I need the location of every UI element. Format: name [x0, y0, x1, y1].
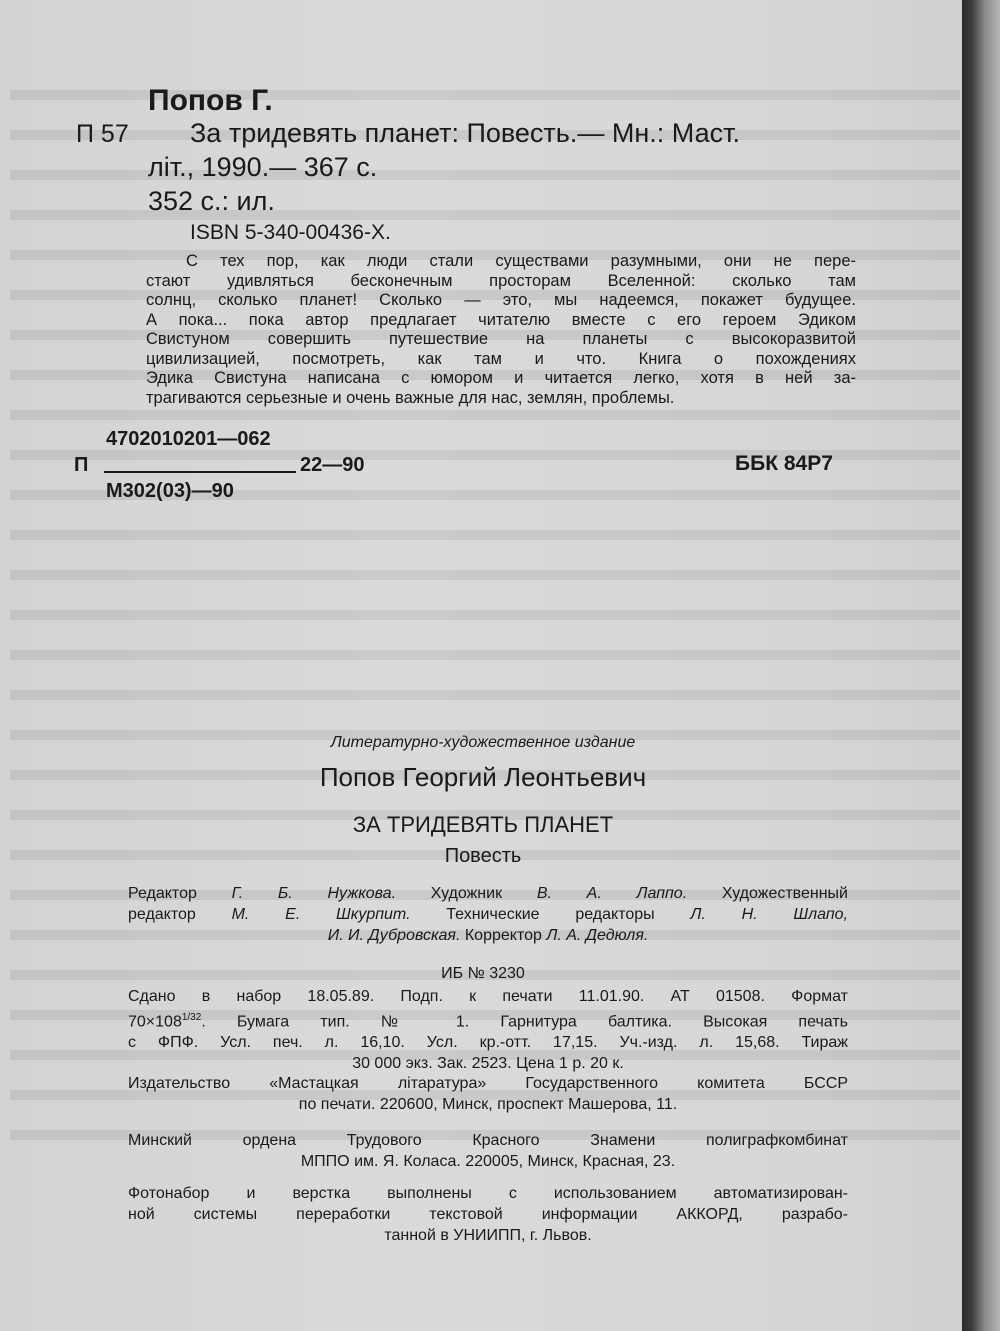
publisher-line: по печати. 220600, Минск, проспект Машерова, 11. — [298, 1096, 678, 1113]
edition-type: Литературно-художественное издание — [330, 734, 636, 751]
artist-name: В. А. Лаппо. — [536, 885, 688, 902]
ib-number: ИБ № 3230 — [441, 965, 525, 982]
printer-line: МППО им. Я. Коласа. 220005, Минск, Красная, 23. — [300, 1153, 676, 1170]
typesetting-line: Фотонабор и верстка выполнены с использованием автоматизирован- — [128, 1185, 848, 1202]
annotation — [146, 252, 856, 408]
credits-line-1 — [128, 883, 848, 904]
author-short: Попов Г. — [148, 84, 273, 117]
title-line-2: літ., 1990.— 367 с. — [148, 152, 378, 182]
author-full-name: Попов Георгий Леонтьевич — [319, 762, 647, 792]
typesetting-note — [128, 1183, 848, 1246]
typesetting-line: танной в УНИИПП, г. Львов. — [384, 1227, 592, 1244]
publisher-line: Издательство «Мастацкая літаратура» Государственного комитета БССР — [128, 1075, 848, 1092]
imprint-line: 30 000 экз. Зак. 2523. Цена 1 р. 20 к. — [352, 1055, 624, 1073]
imprint-line: с ФПФ. Усл. печ. л. 16,10. Усл. кр.-отт. 17,15. Уч.-изд. л. 15,68. Тираж — [128, 1034, 848, 1052]
catalog-code: П 57 — [76, 120, 129, 148]
imprint — [128, 986, 848, 1074]
printer — [128, 1130, 848, 1172]
annotation-line: трагиваются серьезные и очень важные для нас, землян, проблемы. — [146, 388, 675, 407]
genre: Повесть — [444, 845, 522, 867]
annotation-line: солнц, сколько планет! Сколько — это, мы надеемся, покажет будущее. — [146, 291, 856, 309]
credits-label: Редактор — [128, 885, 197, 902]
proofreader-name: Л. А. Дедюля. — [546, 927, 649, 944]
annotation-line: А пока... пока автор предлагает читателю вместе с его героем Эдиком — [146, 310, 856, 329]
book-spine-shadow — [962, 0, 1000, 1331]
printer-line: Минский ордена Трудового Красного Знамени полиграфкомбинат — [128, 1132, 848, 1149]
bbk-code: ББК 84Р7 — [735, 452, 833, 475]
annotation-line: Свистуном совершить путешествие на планеты с высокоразвитой — [146, 330, 856, 348]
annotation-line: стают удивляться бесконечным просторам Вселенной: сколько там — [146, 271, 856, 290]
credits-line-3 — [128, 925, 848, 946]
classification-suffix: 22—90 — [300, 454, 365, 476]
tech-editor-name: И. И. Дубровская. — [327, 927, 461, 944]
book-title: ЗА ТРИДЕВЯТЬ ПЛАНЕТ — [352, 812, 614, 837]
tech-editor-name: Л. Н. Шлапо, — [690, 906, 848, 923]
format-value: 70×108 — [128, 1013, 182, 1031]
title-line-3: 352 с.: ил. — [148, 186, 275, 216]
publisher — [128, 1073, 848, 1115]
annotation-line: цивилизацией, посмотреть, как там и что. Книга о похождениях — [146, 349, 856, 368]
title-line-1: За тридевять планет: Повесть.— Мн.: Маст. — [190, 118, 740, 148]
art-editor-name: М. Е. Шкурпит. — [231, 906, 411, 923]
credits-label: Технические редакторы — [446, 906, 655, 923]
isbn: ISBN 5-340-00436-X. — [190, 221, 391, 244]
classification-prefix: П — [74, 454, 89, 476]
editor-name: Г. Б. Нужкова. — [231, 885, 397, 902]
credits-label: редактор — [128, 906, 196, 923]
credits-label: Художник — [430, 885, 503, 902]
imprint-text: . Бумага тип. № 1. Гарнитура балтика. Высокая печать — [201, 1013, 848, 1031]
typesetting-line: ной системы переработки текстовой информации АККОРД, разрабо- — [128, 1206, 848, 1223]
format-fraction: 1/32 — [181, 1012, 202, 1023]
credits-line-2 — [128, 904, 848, 925]
classification-denominator: М302(03)—90 — [106, 480, 234, 502]
annotation-line: С тех пор, как люди стали существами разумными, они не пере- — [186, 252, 856, 270]
annotation-line: Эдика Свистуна написана с юмором и читается легко, хотя в ней за- — [146, 369, 856, 387]
classification-fraction-line — [104, 471, 296, 473]
imprint-line: Сдано в набор 18.05.89. Подп. к печати 11.01.90. АТ 01508. Формат — [128, 988, 848, 1005]
credits — [128, 883, 848, 946]
classification-numerator: 4702010201—062 — [106, 428, 271, 450]
imprint-line — [128, 1007, 848, 1032]
credits-label: Художественный — [721, 885, 848, 902]
credits-label: Корректор — [464, 927, 542, 944]
